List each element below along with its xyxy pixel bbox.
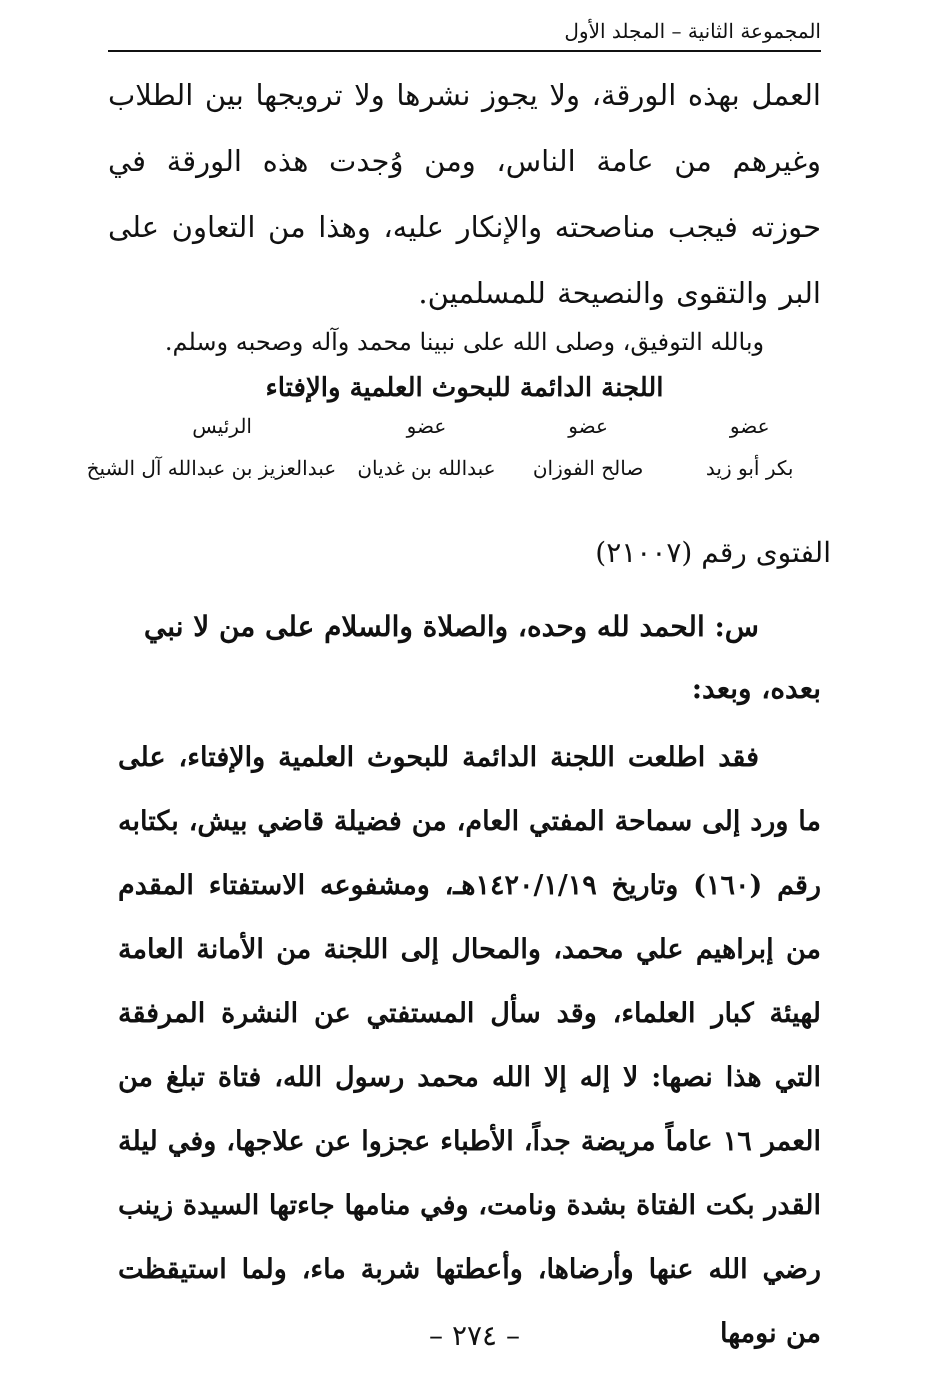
- signature-roles-row: [108, 414, 821, 450]
- committee-name: اللجنة الدائمة للبحوث العلمية والإفتاء: [265, 373, 664, 403]
- chairman-name: عبدالعزيز بن عبدالله آل الشيخ: [86, 456, 337, 480]
- member-role: عضو: [406, 414, 447, 438]
- closing-prayer: وبالله التوفيق، وصلى الله على نبينا محمد وآله وصحبه وسلم.: [164, 328, 765, 356]
- fatwa-body-text: فقد اطلعت اللجنة الدائمة للبحوث العلمية والإفتاء، على ما ورد إلى سماحة المفتي العام، من فضيلة قاضي بيش، بكتابه رقم (١٦٠) وتاريخ ١٤٢٠/١/١٩هـ، ومشفوعه الاستفتاء المقدم من إبراهيم علي محمد، والمحال إلى اللجنة من الأمانة العامة لهيئة كبار العلماء، وقد سأل المستفتي عن النشرة المرفقة التي هذا نصها: لا إله إلا الله محمد رسول الله، فتاة تبلغ من العمر ١٦ عاماً مريضة جداً، الأطباء عجزوا عن علاجها، وفي ليلة القدر بكت الفتاة بشدة ونامت، وفي منامها جاءتها السيدة زينب رضي الله عنها وأرضاها، وأعطتها شربة ماء، ولما استيقظت من نومها: [118, 742, 822, 1349]
- fatwa-number: الفتوى رقم (٢١٠٠٧): [595, 536, 831, 569]
- fatwa-question: [118, 596, 821, 720]
- page-number: – ٢٧٤ –: [429, 1319, 520, 1352]
- signature-names-row: [86, 456, 821, 496]
- member-name: عبدالله بن غديان: [357, 456, 496, 480]
- member-role: عضو: [729, 414, 770, 438]
- member-name: صالح الفوزان: [532, 456, 644, 480]
- member-name: بكر أبو زيد: [705, 456, 794, 480]
- chairman-role: الرئيس: [192, 414, 252, 438]
- question-line-1: س: الحمد لله وحده، والصلاة والسلام على من لا نبي: [143, 610, 759, 643]
- continuation-paragraph: العمل بهذه الورقة، ولا يجوز نشرها ولا ترويجها بين الطلاب وغيرهم من عامة الناس، ومن وُجدت هذه الورقة في حوزته فيجب مناصحته والإنكار عليه، وهذا من التعاون على البر والتقوى والنصيحة للمسلمين.: [108, 78, 821, 310]
- fatwa-body: [118, 726, 821, 1366]
- question-line-2: بعده، وبعد:: [691, 672, 821, 705]
- member-role: عضو: [568, 414, 608, 438]
- running-header: [108, 16, 821, 52]
- running-title: المجموعة الثانية – المجلد الأول: [564, 19, 821, 43]
